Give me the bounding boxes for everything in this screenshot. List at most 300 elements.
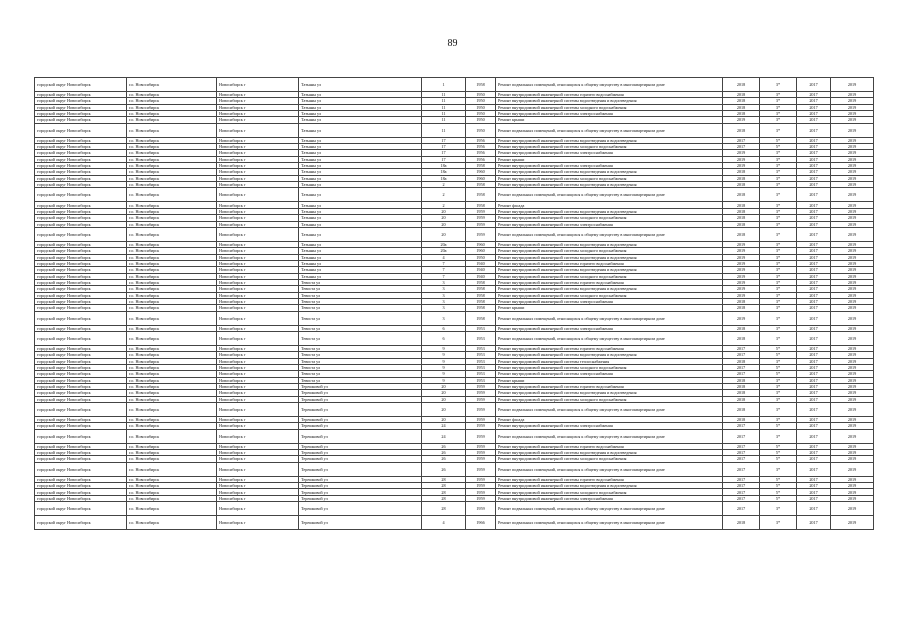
cell-house-number: 20 bbox=[422, 417, 466, 423]
cell-priority: 3* bbox=[760, 403, 797, 417]
cell-priority: 3* bbox=[760, 92, 797, 98]
cell-priority: 3* bbox=[760, 273, 797, 279]
cell-build-year: 1953 bbox=[466, 371, 496, 377]
cell-period-end: 2019 bbox=[831, 163, 874, 169]
cell-period-start: 2017 bbox=[797, 169, 831, 175]
cell-locality: Новосибирск г bbox=[217, 502, 299, 516]
cell-settlement: г.о. Новосибирск bbox=[127, 215, 217, 221]
cell-build-year: 1950 bbox=[466, 117, 496, 123]
cell-settlement: г.о. Новосибирск bbox=[127, 260, 217, 266]
cell-house-number: 2 bbox=[422, 182, 466, 188]
repair-schedule-table-wrapper bbox=[34, 77, 873, 530]
cell-period-end: 2019 bbox=[831, 358, 874, 364]
cell-settlement: г.о. Новосибирск bbox=[127, 462, 217, 476]
cell-period-end: 2019 bbox=[831, 221, 874, 227]
cell-priority: 3* bbox=[760, 78, 797, 92]
cell-house-number: 2 bbox=[422, 202, 466, 208]
cell-settlement: г.о. Новосибирск bbox=[127, 137, 217, 143]
cell-priority: 3* bbox=[760, 163, 797, 169]
cell-municipality: городской округ Новосибирск bbox=[35, 208, 127, 214]
cell-street: Татьяны ул bbox=[299, 156, 422, 162]
cell-build-year: 1959 bbox=[466, 423, 496, 429]
cell-build-year: 1958 bbox=[466, 78, 496, 92]
cell-settlement: г.о. Новосибирск bbox=[127, 423, 217, 429]
cell-house-number: 3 bbox=[422, 292, 466, 298]
cell-settlement: г.о. Новосибирск bbox=[127, 331, 217, 345]
cell-work-type: Ремонт внутридомовой инженерной системы водоотведения и водоотведения bbox=[496, 241, 723, 247]
cell-house-number: 18а bbox=[422, 163, 466, 169]
cell-priority: 3* bbox=[760, 390, 797, 396]
cell-period-start: 2017 bbox=[797, 483, 831, 489]
cell-street: Татьяны ул bbox=[299, 260, 422, 266]
cell-period-start: 2017 bbox=[797, 489, 831, 495]
cell-house-number: 4 bbox=[422, 254, 466, 260]
cell-build-year: 1959 bbox=[466, 403, 496, 417]
cell-settlement: г.о. Новосибирск bbox=[127, 483, 217, 489]
cell-plan-year: 2018 bbox=[723, 396, 760, 402]
cell-priority: 5* bbox=[760, 371, 797, 377]
cell-municipality: городской округ Новосибирск bbox=[35, 111, 127, 117]
cell-plan-year: 2018 bbox=[723, 182, 760, 188]
cell-municipality: городской округ Новосибирск bbox=[35, 169, 127, 175]
cell-work-type: Ремонт внутридомовой инженерной системы водоотведения и водоотведения bbox=[496, 450, 723, 456]
cell-build-year: 1956 bbox=[466, 137, 496, 143]
cell-build-year: 1950 bbox=[466, 111, 496, 117]
cell-build-year: 1953 bbox=[466, 325, 496, 331]
cell-work-type: Ремонт внутридомовой инженерной системы холодного водоснабжения bbox=[496, 273, 723, 279]
cell-settlement: г.о. Новосибирск bbox=[127, 456, 217, 462]
cell-plan-year: 2017 bbox=[723, 456, 760, 462]
cell-plan-year: 2018 bbox=[723, 377, 760, 383]
cell-period-end: 2019 bbox=[831, 462, 874, 476]
cell-municipality: городской округ Новосибирск bbox=[35, 150, 127, 156]
cell-period-end: 2019 bbox=[831, 476, 874, 482]
cell-settlement: г.о. Новосибирск bbox=[127, 208, 217, 214]
cell-municipality: городской округ Новосибирск bbox=[35, 377, 127, 383]
cell-work-type: Ремонт внутридомовой инженерной системы водоотведения и водоотведения bbox=[496, 169, 723, 175]
cell-period-end: 2019 bbox=[831, 377, 874, 383]
cell-priority: 5* bbox=[760, 144, 797, 150]
cell-street: Татьяны ул bbox=[299, 117, 422, 123]
cell-priority: 3* bbox=[760, 305, 797, 311]
cell-settlement: г.о. Новосибирск bbox=[127, 476, 217, 482]
cell-settlement: г.о. Новосибирск bbox=[127, 175, 217, 181]
cell-plan-year: 2019 bbox=[723, 156, 760, 162]
table-body bbox=[35, 78, 874, 530]
cell-priority: 3* bbox=[760, 182, 797, 188]
cell-street: Тевиста ул bbox=[299, 292, 422, 298]
cell-period-end: 2019 bbox=[831, 516, 874, 530]
cell-street: Тевиста ул bbox=[299, 358, 422, 364]
cell-period-start: 2017 bbox=[797, 352, 831, 358]
cell-build-year: 1959 bbox=[466, 450, 496, 456]
cell-priority: 3* bbox=[760, 331, 797, 345]
cell-period-start: 2017 bbox=[797, 267, 831, 273]
cell-locality: Новосибирск г bbox=[217, 489, 299, 495]
cell-period-end: 2019 bbox=[831, 175, 874, 181]
cell-period-end: 2019 bbox=[831, 150, 874, 156]
cell-locality: Новосибирск г bbox=[217, 371, 299, 377]
table-row bbox=[35, 78, 874, 92]
cell-period-start: 2017 bbox=[797, 390, 831, 396]
cell-locality: Новосибирск г bbox=[217, 462, 299, 476]
cell-municipality: городской округ Новосибирск bbox=[35, 117, 127, 123]
cell-plan-year: 2017 bbox=[723, 429, 760, 443]
cell-period-end: 2019 bbox=[831, 502, 874, 516]
cell-build-year: 1950 bbox=[466, 254, 496, 260]
cell-locality: Новосибирск г bbox=[217, 150, 299, 156]
cell-period-start: 2017 bbox=[797, 462, 831, 476]
cell-work-type: Ремонт подвальных помещений, относящихся к общему имуществу в многоквартирном доме bbox=[496, 311, 723, 325]
cell-plan-year: 2018 bbox=[723, 403, 760, 417]
cell-plan-year: 2017 bbox=[723, 483, 760, 489]
cell-period-start: 2017 bbox=[797, 156, 831, 162]
cell-municipality: городской округ Новосибирск bbox=[35, 384, 127, 390]
cell-build-year: 1959 bbox=[466, 396, 496, 402]
cell-street: Татьяны ул bbox=[299, 241, 422, 247]
cell-period-start: 2017 bbox=[797, 208, 831, 214]
cell-municipality: городской округ Новосибирск bbox=[35, 267, 127, 273]
cell-period-end: 2019 bbox=[831, 273, 874, 279]
cell-work-type: Ремонт внутридомовой инженерной системы горячего водоснабжения bbox=[496, 345, 723, 351]
cell-settlement: г.о. Новосибирск bbox=[127, 358, 217, 364]
cell-locality: Новосибирск г bbox=[217, 358, 299, 364]
cell-locality: Новосибирск г bbox=[217, 325, 299, 331]
cell-period-end: 2019 bbox=[831, 144, 874, 150]
cell-period-end: 2019 bbox=[831, 169, 874, 175]
cell-municipality: городской округ Новосибирск bbox=[35, 429, 127, 443]
cell-build-year: 1953 bbox=[466, 365, 496, 371]
cell-house-number: 28 bbox=[422, 476, 466, 482]
cell-house-number: 24 bbox=[422, 429, 466, 443]
cell-period-end: 2019 bbox=[831, 202, 874, 208]
cell-work-type: Ремонт внутридомовой инженерной системы электроснабжения bbox=[496, 495, 723, 501]
cell-locality: Новосибирск г bbox=[217, 483, 299, 489]
cell-municipality: городской округ Новосибирск bbox=[35, 516, 127, 530]
cell-priority: 3* bbox=[760, 175, 797, 181]
cell-work-type: Ремонт внутридомовой инженерной системы водоотведения и водоотведения bbox=[496, 98, 723, 104]
cell-municipality: городской округ Новосибирск bbox=[35, 495, 127, 501]
cell-plan-year: 2018 bbox=[723, 227, 760, 241]
cell-municipality: городской округ Новосибирск bbox=[35, 273, 127, 279]
cell-priority: 3* bbox=[760, 396, 797, 402]
cell-locality: Новосибирск г bbox=[217, 227, 299, 241]
cell-street: Тевиста ул bbox=[299, 279, 422, 285]
cell-build-year: 1958 bbox=[466, 292, 496, 298]
cell-house-number: 7 bbox=[422, 260, 466, 266]
cell-plan-year: 2017 bbox=[723, 423, 760, 429]
cell-locality: Новосибирск г bbox=[217, 123, 299, 137]
cell-municipality: городской округ Новосибирск bbox=[35, 254, 127, 260]
cell-plan-year: 2017 bbox=[723, 476, 760, 482]
cell-plan-year: 2018 bbox=[723, 202, 760, 208]
cell-municipality: городской округ Новосибирск bbox=[35, 137, 127, 143]
table-row bbox=[35, 188, 874, 202]
cell-plan-year: 2018 bbox=[723, 325, 760, 331]
cell-plan-year: 2019 bbox=[723, 311, 760, 325]
cell-priority: 3* bbox=[760, 208, 797, 214]
cell-work-type: Ремонт подвальных помещений, относящихся к общему имуществу в многоквартирном доме bbox=[496, 331, 723, 345]
cell-municipality: городской округ Новосибирск bbox=[35, 182, 127, 188]
cell-period-start: 2017 bbox=[797, 144, 831, 150]
cell-municipality: городской округ Новосибирск bbox=[35, 443, 127, 449]
cell-street: Татьяны ул bbox=[299, 163, 422, 169]
cell-municipality: городской округ Новосибирск bbox=[35, 104, 127, 110]
cell-municipality: городской округ Новосибирск bbox=[35, 352, 127, 358]
cell-plan-year: 2019 bbox=[723, 279, 760, 285]
cell-settlement: г.о. Новосибирск bbox=[127, 188, 217, 202]
cell-house-number: 26 bbox=[422, 456, 466, 462]
cell-period-start: 2017 bbox=[797, 188, 831, 202]
cell-municipality: городской округ Новосибирск bbox=[35, 241, 127, 247]
cell-house-number: 3 bbox=[422, 305, 466, 311]
cell-street: Татьяны ул bbox=[299, 221, 422, 227]
cell-build-year: 1959 bbox=[466, 215, 496, 221]
cell-period-start: 2017 bbox=[797, 417, 831, 423]
cell-build-year: 1959 bbox=[466, 417, 496, 423]
cell-settlement: г.о. Новосибирск bbox=[127, 182, 217, 188]
cell-priority: 3* bbox=[760, 292, 797, 298]
cell-build-year: 1958 bbox=[466, 279, 496, 285]
cell-priority: 5* bbox=[760, 456, 797, 462]
cell-locality: Новосибирск г bbox=[217, 516, 299, 530]
cell-priority: 3* bbox=[760, 215, 797, 221]
cell-period-end: 2019 bbox=[831, 248, 874, 254]
cell-work-type: Ремонт внутридомовой инженерной системы водоотведения и водоотведения bbox=[496, 352, 723, 358]
cell-work-type: Ремонт фасада bbox=[496, 202, 723, 208]
cell-house-number: 11 bbox=[422, 111, 466, 117]
cell-house-number: 11 bbox=[422, 123, 466, 137]
cell-period-start: 2017 bbox=[797, 221, 831, 227]
cell-street: Татьяны ул bbox=[299, 175, 422, 181]
cell-street: Татьяны ул bbox=[299, 267, 422, 273]
cell-settlement: г.о. Новосибирск bbox=[127, 489, 217, 495]
cell-house-number: 28 bbox=[422, 483, 466, 489]
cell-municipality: городской округ Новосибирск bbox=[35, 248, 127, 254]
cell-settlement: г.о. Новосибирск bbox=[127, 286, 217, 292]
cell-locality: Новосибирск г bbox=[217, 403, 299, 417]
cell-period-end: 2019 bbox=[831, 365, 874, 371]
cell-period-end: 2019 bbox=[831, 98, 874, 104]
cell-house-number: 3 bbox=[422, 286, 466, 292]
cell-plan-year: 2018 bbox=[723, 78, 760, 92]
cell-build-year: 1953 bbox=[466, 345, 496, 351]
cell-plan-year: 2019 bbox=[723, 117, 760, 123]
cell-build-year: 1958 bbox=[466, 305, 496, 311]
cell-municipality: городской округ Новосибирск bbox=[35, 489, 127, 495]
cell-settlement: г.о. Новосибирск bbox=[127, 396, 217, 402]
cell-settlement: г.о. Новосибирск bbox=[127, 227, 217, 241]
cell-priority: 3* bbox=[760, 286, 797, 292]
cell-period-start: 2017 bbox=[797, 396, 831, 402]
cell-plan-year: 2018 bbox=[723, 384, 760, 390]
cell-settlement: г.о. Новосибирск bbox=[127, 429, 217, 443]
cell-street: Терешковой ул bbox=[299, 450, 422, 456]
repair-schedule-table bbox=[34, 77, 874, 530]
cell-locality: Новосибирск г bbox=[217, 443, 299, 449]
cell-house-number: 3 bbox=[422, 279, 466, 285]
cell-house-number: 18а bbox=[422, 169, 466, 175]
cell-street: Тевиста ул bbox=[299, 305, 422, 311]
cell-settlement: г.о. Новосибирск bbox=[127, 292, 217, 298]
cell-work-type: Ремонт внутридомовой инженерной системы холодного водоснабжения bbox=[496, 489, 723, 495]
cell-house-number: 28 bbox=[422, 489, 466, 495]
cell-settlement: г.о. Новосибирск bbox=[127, 371, 217, 377]
cell-period-start: 2017 bbox=[797, 254, 831, 260]
cell-build-year: 1966 bbox=[466, 516, 496, 530]
cell-locality: Новосибирск г bbox=[217, 396, 299, 402]
cell-municipality: городской округ Новосибирск bbox=[35, 279, 127, 285]
cell-street: Татьяны ул bbox=[299, 182, 422, 188]
cell-locality: Новосибирск г bbox=[217, 241, 299, 247]
cell-locality: Новосибирск г bbox=[217, 163, 299, 169]
cell-priority: 3* bbox=[760, 429, 797, 443]
cell-street: Татьяны ул bbox=[299, 123, 422, 137]
cell-street: Тевиста ул bbox=[299, 298, 422, 304]
cell-period-end: 2019 bbox=[831, 450, 874, 456]
cell-settlement: г.о. Новосибирск bbox=[127, 495, 217, 501]
cell-work-type: Ремонт подвальных помещений, относящихся к общему имуществу в многоквартирном доме bbox=[496, 227, 723, 241]
cell-house-number: 20 bbox=[422, 221, 466, 227]
cell-locality: Новосибирск г bbox=[217, 92, 299, 98]
cell-settlement: г.о. Новосибирск bbox=[127, 117, 217, 123]
cell-period-start: 2017 bbox=[797, 292, 831, 298]
cell-settlement: г.о. Новосибирск bbox=[127, 123, 217, 137]
cell-period-end: 2019 bbox=[831, 254, 874, 260]
cell-period-end: 2019 bbox=[831, 390, 874, 396]
cell-locality: Новосибирск г bbox=[217, 156, 299, 162]
cell-locality: Новосибирск г bbox=[217, 144, 299, 150]
cell-street: Татьяны ул bbox=[299, 111, 422, 117]
cell-municipality: городской округ Новосибирск bbox=[35, 417, 127, 423]
cell-locality: Новосибирск г bbox=[217, 279, 299, 285]
cell-priority: 3* bbox=[760, 279, 797, 285]
cell-locality: Новосибирск г bbox=[217, 202, 299, 208]
cell-build-year: 1959 bbox=[466, 495, 496, 501]
cell-settlement: г.о. Новосибирск bbox=[127, 163, 217, 169]
cell-settlement: г.о. Новосибирск bbox=[127, 365, 217, 371]
cell-period-start: 2017 bbox=[797, 325, 831, 331]
cell-period-start: 2017 bbox=[797, 377, 831, 383]
cell-priority: 3* bbox=[760, 188, 797, 202]
cell-priority: 3* bbox=[760, 267, 797, 273]
cell-street: Терешковой ул bbox=[299, 489, 422, 495]
cell-locality: Новосибирск г bbox=[217, 254, 299, 260]
cell-settlement: г.о. Новосибирск bbox=[127, 352, 217, 358]
cell-period-start: 2017 bbox=[797, 450, 831, 456]
cell-build-year: 1950 bbox=[466, 98, 496, 104]
cell-period-end: 2019 bbox=[831, 279, 874, 285]
cell-plan-year: 2018 bbox=[723, 188, 760, 202]
cell-work-type: Ремонт внутридомовой инженерной системы холодного водоснабжения bbox=[496, 248, 723, 254]
cell-settlement: г.о. Новосибирск bbox=[127, 104, 217, 110]
cell-street: Татьяны ул bbox=[299, 215, 422, 221]
cell-period-start: 2017 bbox=[797, 443, 831, 449]
cell-build-year: 1958 bbox=[466, 286, 496, 292]
cell-work-type: Ремонт внутридомовой инженерной системы горячего водоснабжения bbox=[496, 92, 723, 98]
cell-priority: 3* bbox=[760, 298, 797, 304]
cell-priority: 3* bbox=[760, 156, 797, 162]
cell-build-year: 1953 bbox=[466, 352, 496, 358]
cell-work-type: Ремонт подвальных помещений, относящихся к общему имуществу в многоквартирном доме bbox=[496, 516, 723, 530]
cell-locality: Новосибирск г bbox=[217, 111, 299, 117]
cell-priority: 3* bbox=[760, 169, 797, 175]
cell-house-number: 7 bbox=[422, 273, 466, 279]
cell-period-end: 2019 bbox=[831, 92, 874, 98]
cell-plan-year: 2017 bbox=[723, 462, 760, 476]
cell-period-start: 2017 bbox=[797, 123, 831, 137]
cell-street: Татьяны ул bbox=[299, 92, 422, 98]
cell-priority: 3* bbox=[760, 377, 797, 383]
cell-priority: 3* bbox=[760, 104, 797, 110]
cell-settlement: г.о. Новосибирск bbox=[127, 345, 217, 351]
cell-house-number: 26 bbox=[422, 462, 466, 476]
cell-municipality: городской округ Новосибирск bbox=[35, 325, 127, 331]
cell-period-start: 2017 bbox=[797, 305, 831, 311]
cell-build-year: 1959 bbox=[466, 443, 496, 449]
cell-period-start: 2017 bbox=[797, 345, 831, 351]
table-row bbox=[35, 462, 874, 476]
cell-settlement: г.о. Новосибирск bbox=[127, 98, 217, 104]
cell-period-end: 2019 bbox=[831, 117, 874, 123]
cell-settlement: г.о. Новосибирск bbox=[127, 267, 217, 273]
cell-street: Терешковой ул bbox=[299, 495, 422, 501]
cell-locality: Новосибирск г bbox=[217, 352, 299, 358]
cell-plan-year: 2018 bbox=[723, 221, 760, 227]
cell-work-type: Ремонт внутридомовой инженерной системы холодного водоснабжения bbox=[496, 175, 723, 181]
cell-street: Тевиста ул bbox=[299, 365, 422, 371]
cell-period-end: 2019 bbox=[831, 456, 874, 462]
table-row bbox=[35, 429, 874, 443]
cell-street: Татьяны ул bbox=[299, 202, 422, 208]
cell-period-start: 2017 bbox=[797, 384, 831, 390]
cell-locality: Новосибирск г bbox=[217, 221, 299, 227]
cell-municipality: городской округ Новосибирск bbox=[35, 423, 127, 429]
cell-work-type: Ремонт подвальных помещений, относящихся к общему имуществу в многоквартирном доме bbox=[496, 123, 723, 137]
cell-plan-year: 2018 bbox=[723, 215, 760, 221]
cell-house-number: 9 bbox=[422, 352, 466, 358]
cell-municipality: городской округ Новосибирск bbox=[35, 371, 127, 377]
cell-street: Терешковой ул bbox=[299, 384, 422, 390]
cell-build-year: 1959 bbox=[466, 456, 496, 462]
cell-period-end: 2019 bbox=[831, 156, 874, 162]
cell-house-number: 20 bbox=[422, 403, 466, 417]
cell-plan-year: 2018 bbox=[723, 390, 760, 396]
cell-priority: 3* bbox=[760, 384, 797, 390]
cell-house-number: 11 bbox=[422, 117, 466, 123]
cell-locality: Новосибирск г bbox=[217, 305, 299, 311]
cell-municipality: городской округ Новосибирск bbox=[35, 202, 127, 208]
cell-plan-year: 2017 bbox=[723, 365, 760, 371]
cell-locality: Новосибирск г bbox=[217, 208, 299, 214]
cell-build-year: 1959 bbox=[466, 429, 496, 443]
cell-house-number: 9 bbox=[422, 377, 466, 383]
cell-settlement: г.о. Новосибирск bbox=[127, 311, 217, 325]
cell-settlement: г.о. Новосибирск bbox=[127, 144, 217, 150]
cell-build-year: 1960 bbox=[466, 248, 496, 254]
cell-period-start: 2017 bbox=[797, 227, 831, 241]
cell-period-end: 2019 bbox=[831, 371, 874, 377]
cell-priority: 3* bbox=[760, 98, 797, 104]
cell-house-number: 3 bbox=[422, 298, 466, 304]
cell-period-end: 2019 bbox=[831, 208, 874, 214]
cell-street: Татьяны ул bbox=[299, 254, 422, 260]
cell-build-year: 1958 bbox=[466, 298, 496, 304]
cell-period-start: 2017 bbox=[797, 279, 831, 285]
cell-priority: 3* bbox=[760, 248, 797, 254]
cell-period-end: 2019 bbox=[831, 345, 874, 351]
cell-settlement: г.о. Новосибирск bbox=[127, 169, 217, 175]
